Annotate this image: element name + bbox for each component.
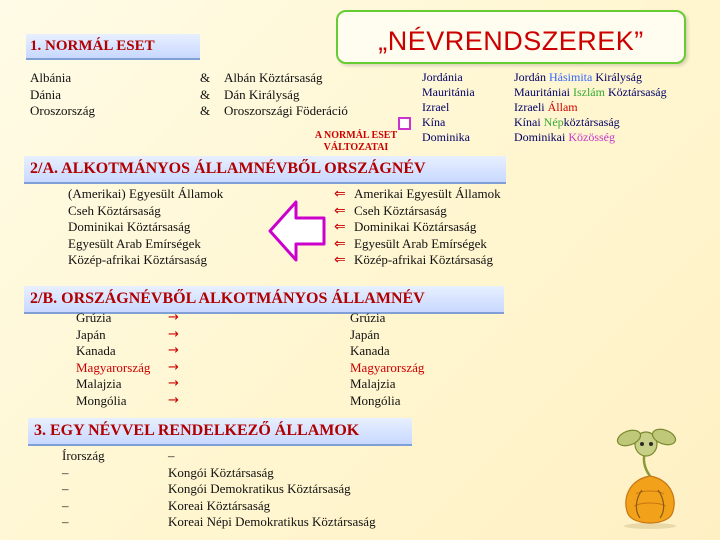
- seed-figure-icon: [606, 428, 694, 530]
- list-item: Dominika: [422, 130, 470, 144]
- section-2a-left: [68, 186, 223, 269]
- list-item: –: [62, 481, 69, 496]
- list-item: Magyarország: [76, 359, 151, 375]
- name-part: Mauritániai: [514, 85, 573, 99]
- section-3-right: [168, 448, 376, 531]
- section-2b-left: [76, 310, 150, 409]
- list-item: –: [62, 464, 69, 480]
- arrow-right-icon: →: [168, 343, 179, 358]
- bullet-icon: [398, 117, 411, 130]
- list-item: Oroszország: [30, 103, 95, 118]
- list-item: Koreai Népi Demokratikus Köztársaság: [168, 514, 376, 529]
- ampersand: &: [200, 86, 211, 102]
- list-item: Kongói Köztársaság: [168, 464, 274, 480]
- arrow-left-icon: ⇐: [334, 235, 346, 252]
- name-part: Királyság: [592, 70, 642, 84]
- list-item: Írország: [62, 448, 105, 463]
- list-item: [514, 130, 667, 145]
- name-part: Jordán: [514, 70, 549, 84]
- variants-label-line-1: A NORMÁL ESET: [314, 130, 398, 141]
- name-highlight: Nép: [543, 115, 564, 129]
- list-item: Dominikai Köztársaság: [68, 219, 191, 234]
- list-item: Kongói Demokratikus Köztársaság: [168, 481, 351, 496]
- list-item: Izrael: [422, 100, 450, 114]
- big-arrow-left-icon: [268, 198, 328, 264]
- list-item: Cseh Köztársaság: [68, 202, 161, 218]
- list-item: [514, 85, 667, 100]
- arrow-right-icon: →: [168, 359, 179, 375]
- list-item: Mongólia: [350, 392, 401, 408]
- list-item: Közép-afrikai Köztársaság: [68, 252, 207, 267]
- list-item: Közép-afrikai Köztársaság: [354, 252, 493, 267]
- list-item: Egyesült Arab Emírségek: [68, 235, 201, 251]
- arrow-right-icon: →: [168, 392, 179, 408]
- list-item: Dánia: [30, 86, 62, 102]
- list-item: –: [168, 448, 175, 463]
- section-1-long-names: [224, 70, 348, 120]
- list-item: Albán Köztársaság: [224, 70, 323, 85]
- arrow-right-icon: →: [168, 326, 179, 342]
- section-3-heading: 3. EGY NÉVVEL RENDELKEZŐ ÁLLAMOK: [28, 418, 412, 446]
- variants-label-line-2: VÁLTOZATAI: [323, 142, 389, 153]
- section-3-left: [62, 448, 105, 531]
- list-item: Grúzia: [76, 310, 112, 325]
- list-item: Dominikai Köztársaság: [354, 219, 477, 234]
- name-part: Kínai: [514, 115, 544, 129]
- list-item: Egyesült Arab Emírségek: [354, 235, 487, 251]
- list-item: Kína: [422, 115, 446, 129]
- name-highlight: Hásimita: [549, 70, 593, 84]
- name-highlight: Iszlám: [572, 85, 605, 99]
- list-item: [514, 115, 667, 130]
- variants-short-names: [422, 70, 475, 145]
- name-part: Köztársaság: [604, 85, 667, 99]
- section-2a-heading: 2/A. ALKOTMÁNYOS ÁLLAMNÉVBŐL ORSZÁGNÉV: [24, 156, 506, 184]
- arrow-right-icon: →: [168, 376, 179, 391]
- list-item: Cseh Köztársaság: [354, 202, 447, 218]
- list-item: Albánia: [30, 70, 72, 85]
- section-2b-heading: 2/B. ORSZÁGNÉVBŐL ALKOTMÁNYOS ÁLLAMNÉV: [24, 286, 504, 314]
- list-item: Mongólia: [76, 392, 127, 408]
- section-2a-arrows: [334, 186, 346, 269]
- section-2b-right: [350, 310, 424, 409]
- list-item: Malajzia: [76, 376, 122, 391]
- list-item: Malajzia: [350, 376, 396, 391]
- arrow-left-icon: ⇐: [334, 202, 346, 219]
- section-2a-right: [354, 186, 501, 269]
- ampersand: &: [200, 103, 211, 118]
- variants-long-names: [514, 70, 667, 145]
- arrow-right-icon: →: [168, 310, 179, 325]
- list-item: Japán: [350, 326, 380, 342]
- list-item: (Amerikai) Egyesült Államok: [68, 186, 224, 201]
- list-item: Magyarország: [350, 359, 425, 375]
- title-box: [336, 10, 686, 64]
- section-1-amp-column: [200, 70, 210, 120]
- arrow-left-icon: ⇐: [334, 252, 346, 268]
- variants-label: [302, 130, 410, 154]
- list-item: Amerikai Egyesült Államok: [354, 186, 501, 201]
- list-item: Grúzia: [350, 310, 386, 325]
- section-2b-arrows: [168, 310, 179, 409]
- list-item: Mauritánia: [422, 85, 475, 99]
- list-item: –: [62, 514, 69, 529]
- name-part: Dominikai: [514, 130, 569, 144]
- list-item: Kanada: [76, 343, 116, 358]
- arrow-left-icon: ⇐: [334, 186, 346, 202]
- name-highlight: Közösség: [568, 130, 615, 144]
- list-item: Oroszországi Föderáció: [224, 103, 348, 118]
- list-item: –: [62, 497, 69, 513]
- arrow-left-icon: ⇐: [334, 219, 346, 235]
- list-item: Kanada: [350, 343, 390, 358]
- name-part: köztársaság: [563, 115, 620, 129]
- name-highlight: Állam: [547, 100, 578, 114]
- list-item: Dán Királyság: [224, 86, 300, 102]
- name-part: Izraeli: [514, 100, 548, 114]
- list-item: Koreai Köztársaság: [168, 497, 271, 513]
- section-1-short-names: [30, 70, 95, 120]
- page-title: „NÉVRENDSZEREK”: [378, 26, 644, 56]
- list-item: Japán: [76, 326, 106, 342]
- list-item: [514, 100, 667, 115]
- section-1-heading: 1. NORMÁL ESET: [26, 34, 200, 60]
- ampersand: &: [200, 70, 211, 85]
- list-item: Jordánia: [422, 70, 463, 84]
- list-item: [514, 70, 667, 85]
